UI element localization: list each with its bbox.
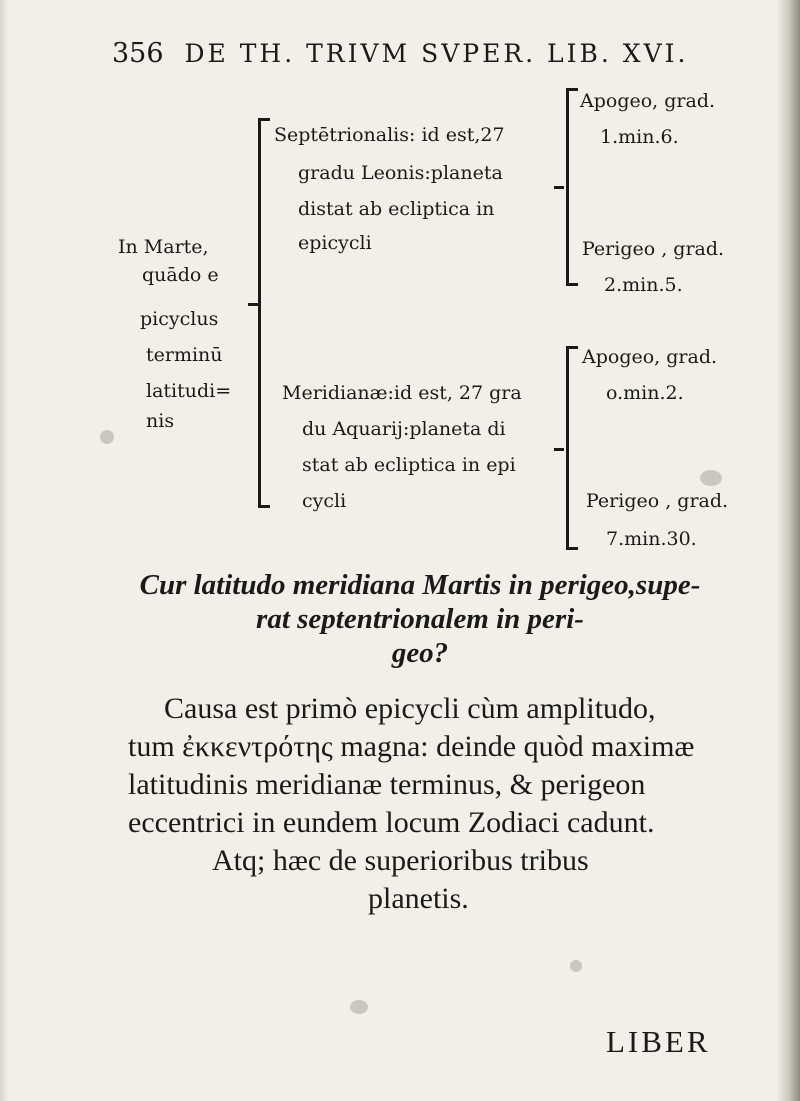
septentrionalis-apogeo-value: 1.min.6.: [600, 126, 679, 148]
paper-speck: [570, 960, 582, 972]
meridianae-line: cycli: [302, 490, 347, 512]
meridianae-apogeo: Apogeo, grad.: [582, 346, 718, 368]
septentrionalis-line: epicycli: [298, 232, 372, 254]
question-line: rat septentrionalem in peri-: [256, 603, 584, 635]
left-label-line: terminū: [146, 344, 223, 366]
page-number: 356: [112, 38, 164, 69]
septentrionalis-perigeo-value: 2.min.5.: [604, 274, 683, 296]
answer-line: planetis.: [368, 882, 469, 915]
meridianae-apogeo-value: o.min.2.: [606, 382, 684, 404]
left-label-line: In Marte,: [118, 236, 209, 258]
septentrionalis-perigeo: Perigeo , grad.: [582, 238, 725, 260]
paper-speck: [700, 470, 722, 486]
paper-speck: [350, 1000, 368, 1014]
answer-line: latitudinis meridianæ terminus, & perigeon: [128, 768, 646, 801]
meridianae-brace-tip: [554, 448, 564, 451]
running-header: [112, 38, 688, 69]
answer-line: tum ἐκκεντρότης magna: deinde quòd maximæ: [128, 730, 695, 763]
septentrionalis-line: gradu Leonis:planeta: [298, 162, 503, 184]
running-title: DE TH. TRIVM SVPER. LIB. XVI.: [184, 39, 689, 68]
meridianae-brace: [566, 346, 569, 550]
main-brace: [258, 118, 261, 508]
meridianae-line: Meridianæ:id est, 27 gra: [282, 382, 522, 404]
meridianae-perigeo: Perigeo , grad.: [586, 490, 729, 512]
question-line: Cur latitudo meridiana Martis in perigeo,supe-: [139, 569, 701, 601]
left-label-line: latitudi=: [146, 380, 232, 402]
question-line: geo?: [391, 637, 449, 669]
answer-line: Atq; hæc de superioribus tribus: [212, 844, 589, 877]
main-brace-tip: [248, 303, 258, 306]
septentrionalis-line: distat ab ecliptica in: [298, 198, 495, 220]
left-label-line: nis: [146, 410, 175, 432]
left-label-line: quādo e: [142, 264, 219, 286]
septentrionalis-brace-tip: [554, 186, 564, 189]
page-edge-left: [0, 0, 8, 1101]
paper-speck: [100, 430, 114, 444]
answer-line: eccentrici in eundem locum Zodiaci cadunt.: [128, 806, 655, 839]
answer-line: Causa est primò epicycli cùm amplitudo,: [164, 692, 656, 725]
page-edge-right: [776, 0, 800, 1101]
meridianae-line: stat ab ecliptica in epi: [302, 454, 516, 476]
answer-paragraph: [128, 690, 768, 918]
question-heading: [80, 568, 760, 670]
septentrionalis-apogeo: Apogeo, grad.: [580, 90, 716, 112]
meridianae-perigeo-value: 7.min.30.: [606, 528, 697, 550]
meridianae-line: du Aquarij:planeta di: [302, 418, 506, 440]
septentrionalis-brace: [566, 88, 569, 286]
left-label-line: picyclus: [140, 308, 219, 330]
catchword: LIBER: [606, 1024, 711, 1059]
septentrionalis-line: Septētrionalis: id est,27: [274, 124, 505, 146]
